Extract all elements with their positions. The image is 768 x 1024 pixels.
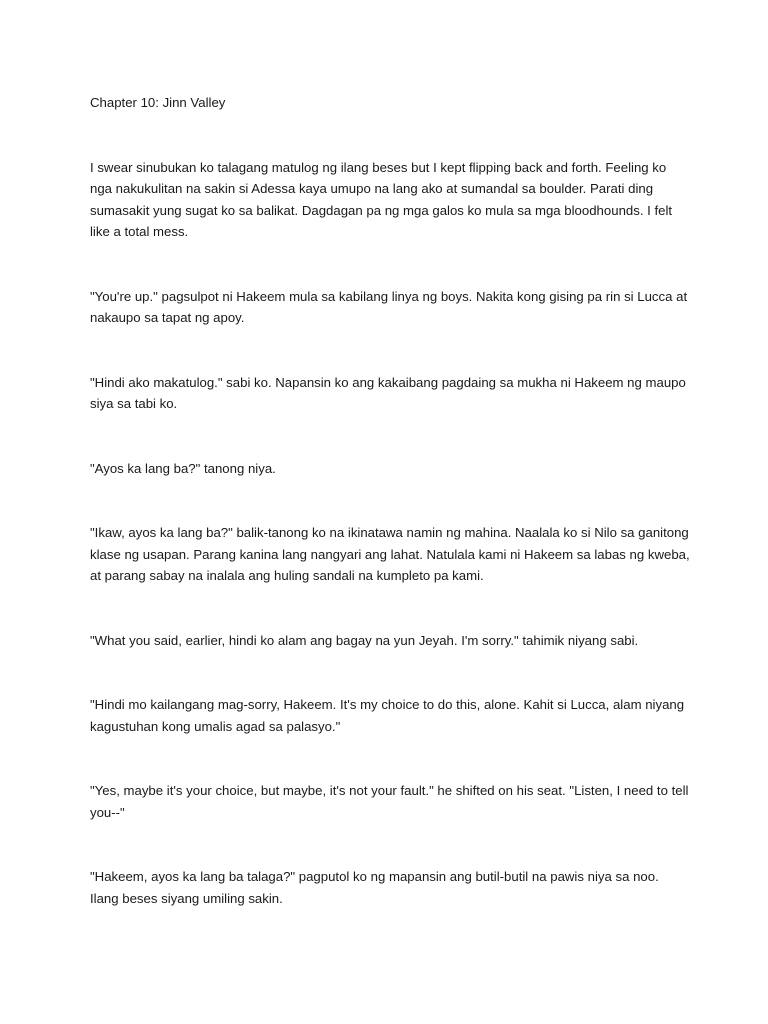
paragraph: "Hindi mo kailangang mag-sorry, Hakeem. It's my choice to do this, alone. Kahit si Lucca, alam niyang kagustuhan kong umalis agad sa palasyo." (90, 697, 685, 734)
paragraph: "Ayos ka lang ba?" tanong niya. (90, 460, 276, 476)
paragraph: "What you said, earlier, hindi ko alam ang bagay na yun Jeyah. I'm sorry." tahimik niyang sabi. (90, 632, 639, 648)
paragraph: "Yes, maybe it's your choice, but maybe, it's not your fault." he shifted on his seat. "Listen, I need to tell you--" (90, 783, 689, 820)
document-body (90, 92, 690, 952)
paragraph: "Ikaw, ayos ka lang ba?" balik-tanong ko na ikinatawa namin ng mahina. Naalala ko si Nilo sa ganitong klase ng usapan. Parang kanina lang nangyari ang lahat. Natulala kami ni Hakeem sa labas ng kweba, at parang sabay na inalala ang huling sandali na kumpleto pa kami. (90, 525, 690, 583)
paragraph: "Hakeem, ayos ka lang ba talaga?" pagputol ko ng mapansin ang butil-butil na pawis niya sa noo. Ilang beses siyang umiling sakin. (90, 869, 659, 906)
paragraph: "You're up." pagsulpot ni Hakeem mula sa kabilang linya ng boys. Nakita kong gising pa rin si Lucca at nakaupo sa tapat ng apoy. (90, 288, 688, 325)
paragraph: "Hindi ako makatulog." sabi ko. Napansin ko ang kakaibang pagdaing sa mukha ni Hakeem ng maupo siya sa tabi ko. (90, 374, 686, 411)
chapter-title: Chapter 10: Jinn Valley (90, 95, 226, 110)
paragraph: I swear sinubukan ko talagang matulog ng ilang beses but I kept flipping back and forth. Feeling ko nga nakukulitan na sakin si Adessa kaya umupo na lang ako at sumandal sa boulder. Parati ding sumasakit yung sugat ko sa balikat. Dagdagan pa ng mga galos ko mula sa mga bloodhounds. I felt like a total mess. (90, 159, 673, 239)
